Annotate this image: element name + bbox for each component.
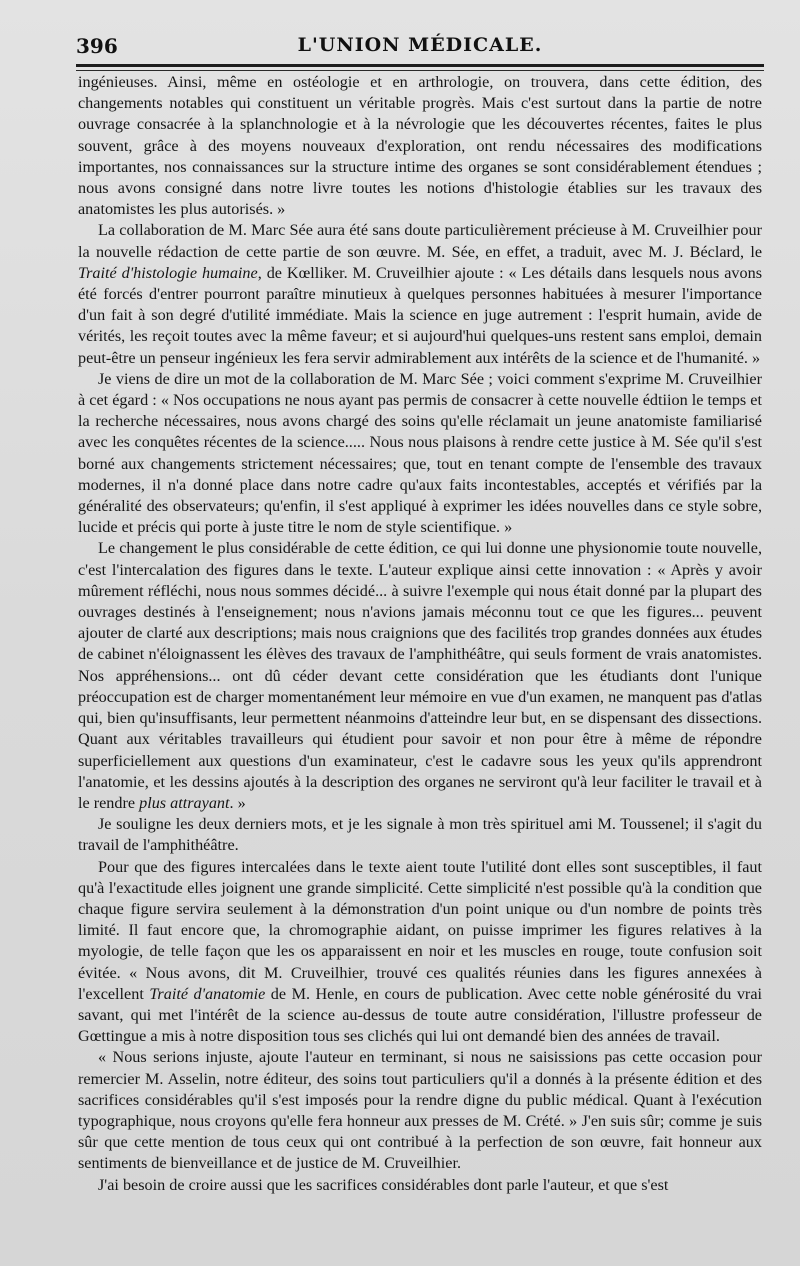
header-rule: [76, 70, 764, 71]
paragraph: [78, 814, 762, 856]
paragraph: [78, 1175, 762, 1196]
paragraph: [78, 1047, 762, 1174]
page-header: [76, 28, 764, 67]
text-run: . »: [229, 793, 246, 812]
italic-title: Traité d'anatomie: [149, 984, 266, 1003]
text-run: de M. Henle, en cours de publication. Avec cette noble générosité du vrai savant, qui met l'intérêt de la science au-dessus de toute autre considération, l'illustre professeur de Gœttingue a mis à notre disposition tous ses clichés qui lui ont demandé bien des années de travail.: [78, 984, 763, 1046]
paragraph: [78, 369, 762, 539]
text-run: Je souligne les deux derniers mots, et je les signale à mon très spirituel ami M. Toussenel; il s'agit du travail de l'amphithéâtre.: [78, 815, 762, 855]
text-run: La collaboration de M. Marc Sée aura été sans doute particulièrement précieuse à M. Cruveilhier pour la nouvelle rédaction de cette partie de son œuvre. M. Sée, en effet, a traduit, avec M. J. Béclard, le: [78, 221, 762, 261]
text-run: Je viens de dire un mot de la collaboration de M. Marc Sée ; voici comment s'exprime M. Cruveilhier à cet égard : « Nos occupations ne nous ayant pas permis de consacrer à cette nouvelle édtiion le temps et la recherche nécessaires, nous avons chargé des soins qu'elle réclamait un jeune anatomiste familiarisé avec les conquêtes récentes de la science..... Nous nous plaisons à rendre cette justice à M. Sée qu'il s'est borné aux changements strictement nécessaires; que, tout en tenant compte de l'ensemble des travaux modernes, il n'a donné place dans notre cadre qu'aux faits incontestables, acceptés et vérifiés par la généralité des observateurs; qu'enfin, il s'est appliqué à exprimer les idées nouvelles dans ce style sobre, lucide et précis qui porte à juste titre le nom de style scientifique. »: [78, 369, 762, 537]
italic-title: Traité d'histologie humaine: [78, 263, 258, 282]
text-run: J'ai besoin de croire aussi que les sacrifices considérables dont parle l'auteur, et que s'est: [98, 1175, 669, 1194]
text-run: Pour que des figures intercalées dans le texte aient toute l'utilité dont elles sont susceptibles, il faut qu'à l'exactitude elles joignent une grande simplicité. Cette simplicité n'est possible qu'à la condition que chaque figure servira seulement à la démonstration d'un point unique ou d'un nombre de points très limité. Il faut encore que, la chromographie aidant, on puisse imprimer les figures relatives à la myologie, de telle façon que les os apparaissent en noir et les muscles en rouge, toute confusion soit évitée. « Nous avons, dit M. Cruveilhier, trouvé ces qualités réunies dans les figures annexées à l'excellent: [78, 857, 762, 1003]
paragraph: [78, 857, 762, 1048]
text-run: Le changement le plus considérable de cette édition, ce qui lui donne une physionomie toute nouvelle, c'est l'intercalation des figures dans le texte. L'auteur explique ainsi cette innovation : « Après y avoir mûrement réfléchi, nous nous sommes décidé... à suivre l'exemple qui nous était donné par la plupart des ouvrages destinés à l'enseignement; nous n'avions jamais méconnu tout ce que les figures... peuvent ajouter de clarté aux descriptions; mais nous craignions que des facilités trop grandes données aux études de cabinet n'éloignassent les élèves des travaux de l'amphithéâtre, qui seuls forment de vrais anatomistes. Nos appréhensions... ont dû céder devant cette considération que les étudiants dont l'unique préoccupation est de charger momentanément leur mémoire en vue d'un examen, ne manquent pas d'atlas qui, bien qu'insuffisants, leur permettent néanmoins d'atteindre leur but, en se dispensant des dissections. Quant aux véritables travailleurs qui étudient pour savoir et non pour être à même de répondre superficiellement aux questions d'un examinateur, c'est le cadavre sous les yeux qu'ils apprendront l'anatomie, et les dessins ajoutés à la description des organes ne serviront qu'à leur faciliter le travail et à le rendre: [78, 539, 762, 812]
page-number: 396: [76, 34, 118, 58]
paragraph: [78, 220, 762, 368]
text-run: ingénieuses. Ainsi, même en ostéologie et en arthrologie, on trouvera, dans cette édition, des changements notables qui constituent un véritable progrès. Mais c'est surtout dans la partie de notre ouvrage consacrée à la splanchnologie et à la névrologie que les découvertes récentes, faites le plus souvent, grâce à des moyens nouveaux d'exploration, ont rendu nécessaires des modifications importantes, nos connaissances sur la structure intime des organes se sont considérablement étendues ; nous avons consigné dans notre livre toutes les notions d'histologie établies sur les travaux des anatomistes les plus autorisés. »: [78, 73, 762, 219]
paragraph: [78, 538, 762, 814]
article-body: [78, 72, 762, 1262]
text-run: , de Kœlliker. M. Cruveilhier ajoute : « Les détails dans lesquels nous avons été forcés d'entrer pourront paraître minutieux à quelques personnes habituées à mesurer l'importance d'un fait à son degré d'utilité immédiate. Mais la science en juge autrement : l'esprit humain, avide de vérités, les reçoit toutes avec la même faveur; et si aujourd'hui quelques-uns restent sans emploi, demain peut-être un penseur ingénieux les fera servir admirablement aux intérêts de la science et de l'humanité. »: [78, 263, 762, 367]
italic-title: plus attrayant: [139, 793, 230, 812]
journal-title: L'UNION MÉDICALE.: [297, 34, 543, 56]
text-run: « Nous serions injuste, ajoute l'auteur en terminant, si nous ne saisissions pas cette occasion pour remercier M. Asselin, notre éditeur, des soins tout particuliers qu'il a donnés à la présente édition et des sacrifices considérables qu'il s'est imposés pour la rendre digne du public médical. Quant à l'exécution typographique, nous croyons qu'elle fera honneur aux presses de M. Crété. » J'en suis sûr; comme je suis sûr que cette mention de tous ceux qui ont contribué à la perfection de son œuvre, fait honneur aux sentiments de bienveillance et de justice de M. Cruveilhier.: [78, 1048, 762, 1173]
paragraph: [78, 72, 762, 220]
